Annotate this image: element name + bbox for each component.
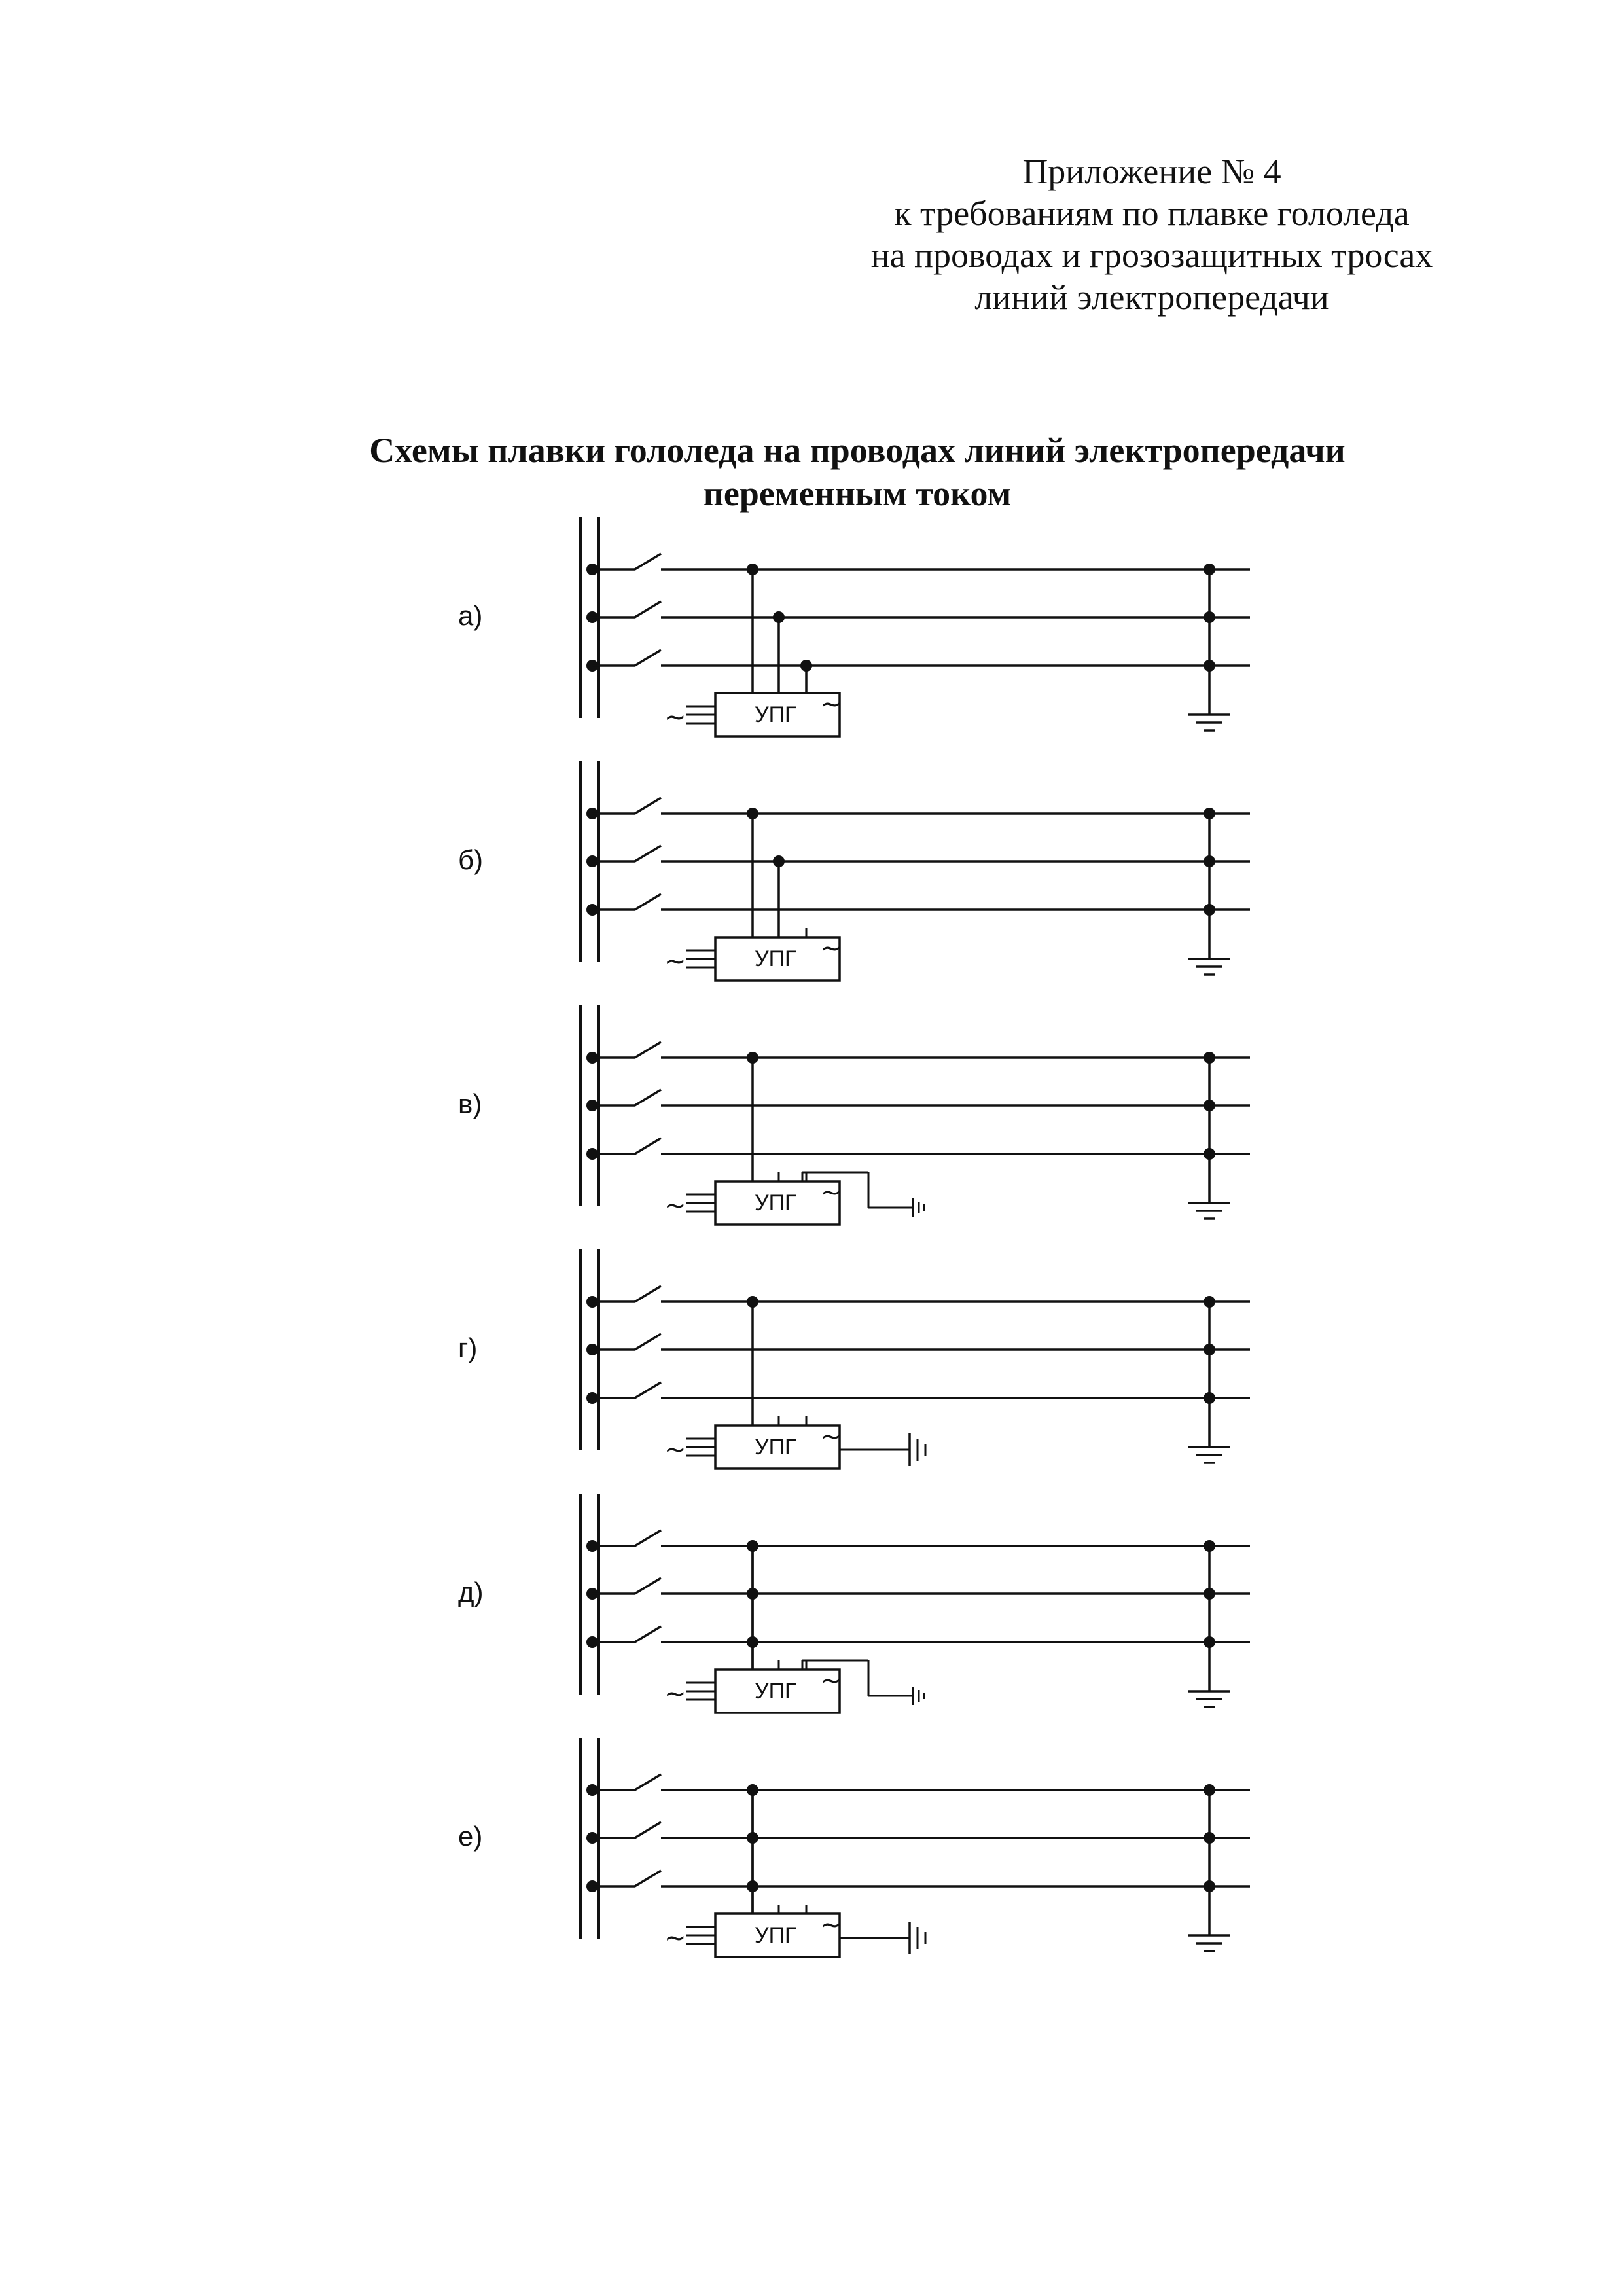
tap-connection-dot [800, 660, 812, 672]
appendix-caption-line: к требованиям по плавке гололеда [894, 194, 1410, 233]
disconnector-switch [635, 1578, 661, 1594]
tap-connection-dot [747, 1296, 758, 1308]
tap-connection-dot [747, 808, 758, 819]
ac-output-symbol: ~ [820, 1422, 842, 1452]
scheme-label: а) [458, 600, 483, 631]
scheme-label: г) [458, 1333, 478, 1363]
scheme-5 [458, 1494, 1250, 1713]
jumper-dot [747, 1588, 758, 1600]
scheme-3 [458, 1005, 1250, 1225]
scheme-label: б) [458, 844, 484, 875]
ac-supply-symbol: ~ [664, 1923, 687, 1953]
ac-output-symbol: ~ [820, 1910, 842, 1940]
ac-output-symbol: ~ [820, 689, 842, 719]
tap-connection-dot [747, 1052, 758, 1064]
upg-device-label: УПГ [755, 1923, 797, 1948]
disconnector-switch [635, 554, 661, 569]
tap-connection-dot [773, 611, 785, 623]
disconnector-switch [635, 650, 661, 666]
jumper-dot [747, 1636, 758, 1648]
disconnector-switch [635, 1822, 661, 1838]
upg-device-label: УПГ [755, 1435, 797, 1460]
upg-device-label: УПГ [755, 1191, 797, 1215]
scheme-label: е) [458, 1821, 483, 1852]
disconnector-switch [635, 846, 661, 861]
ac-supply-symbol: ~ [664, 1191, 687, 1221]
upg-device-label: УПГ [755, 702, 797, 727]
appendix-number: Приложение № 4 [1022, 152, 1281, 191]
ac-supply-symbol: ~ [664, 1679, 687, 1709]
disconnector-switch [635, 1626, 661, 1642]
disconnector-switch [635, 1871, 661, 1886]
title-line: Схемы плавки гололеда на проводах линий электропередачи [369, 431, 1346, 470]
ac-supply-symbol: ~ [664, 1435, 687, 1465]
ac-output-symbol: ~ [820, 933, 842, 963]
disconnector-switch [635, 1286, 661, 1302]
disconnector-switch [635, 1774, 661, 1790]
disconnector-switch [635, 1042, 661, 1058]
scheme-label: в) [458, 1088, 482, 1119]
disconnector-switch [635, 601, 661, 617]
title-line: переменным током [703, 474, 1012, 513]
appendix-caption-line: на проводах и грозозащитных тросах [870, 236, 1433, 275]
ac-output-symbol: ~ [820, 1177, 842, 1208]
disconnector-switch [635, 1530, 661, 1546]
scheme-6 [458, 1738, 1250, 1957]
ac-supply-symbol: ~ [664, 702, 687, 732]
tap-connection-dot [747, 564, 758, 575]
scheme-label: д) [458, 1577, 484, 1607]
scheme-2 [458, 761, 1250, 980]
disconnector-switch [635, 1382, 661, 1398]
scheme-4 [458, 1249, 1250, 1469]
ac-supply-symbol: ~ [664, 946, 687, 977]
upg-device-label: УПГ [755, 946, 797, 971]
jumper-dot [747, 1832, 758, 1844]
appendix-caption-line: линий электропередачи [974, 278, 1329, 317]
scheme-1 [458, 517, 1250, 736]
disconnector-switch [635, 1138, 661, 1154]
jumper-dot [747, 1880, 758, 1892]
disconnector-switch [635, 1334, 661, 1350]
tap-connection-dot [773, 855, 785, 867]
disconnector-switch [635, 1090, 661, 1105]
ac-output-symbol: ~ [820, 1666, 842, 1696]
upg-device-label: УПГ [755, 1679, 797, 1704]
disconnector-switch [635, 894, 661, 910]
disconnector-switch [635, 798, 661, 814]
